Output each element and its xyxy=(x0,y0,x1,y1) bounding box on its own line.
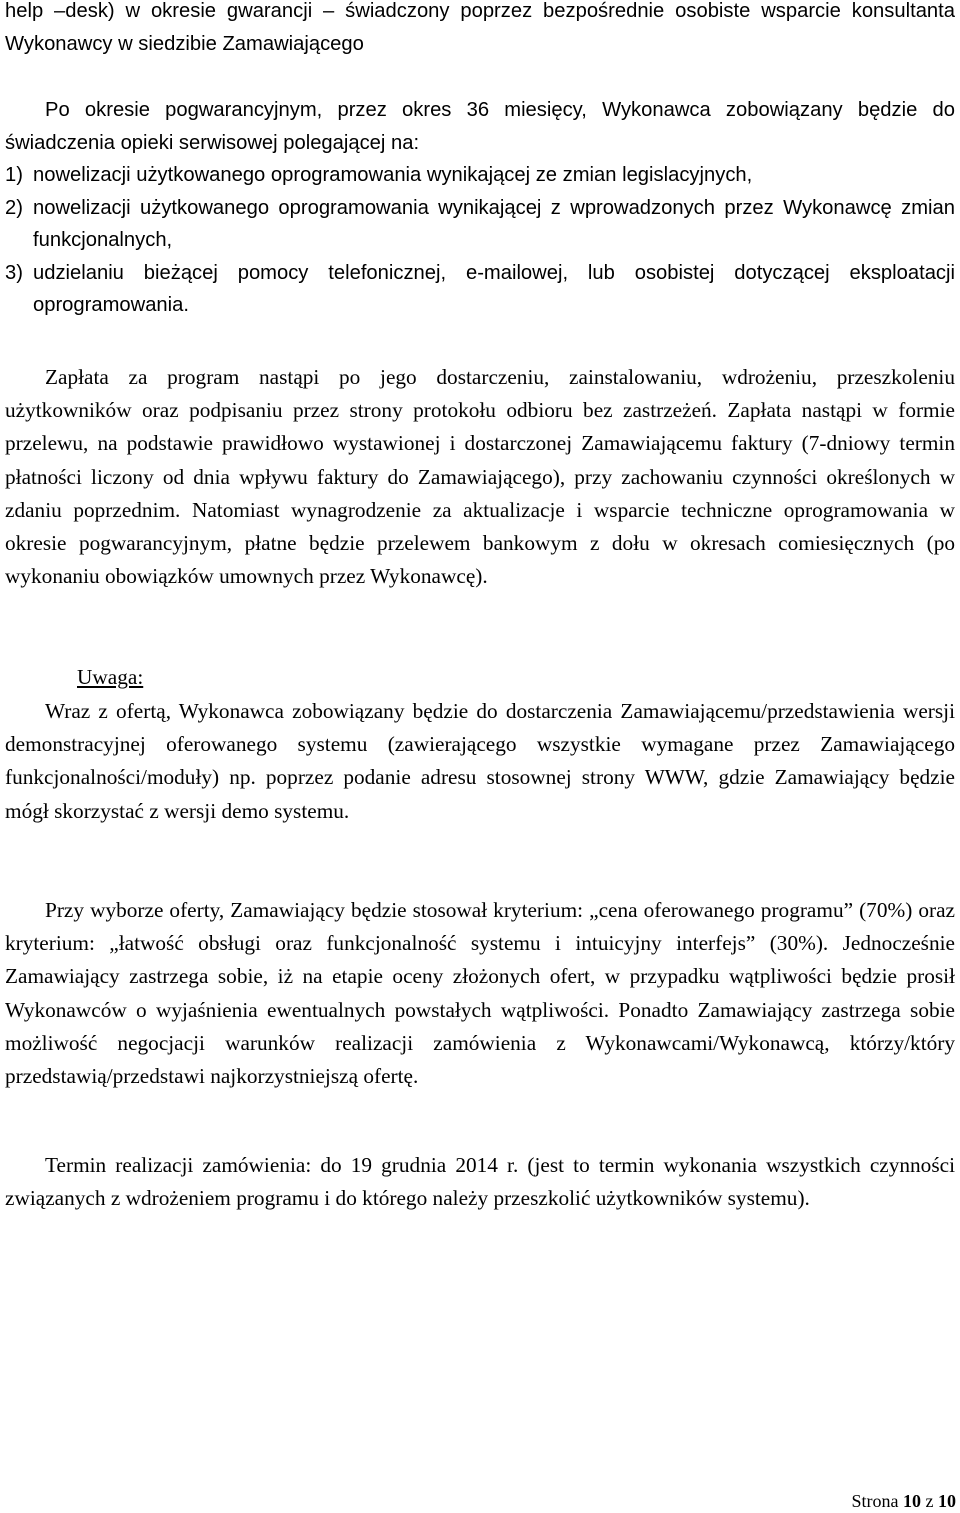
list-item xyxy=(5,257,955,322)
note-heading-line xyxy=(5,661,955,694)
deadline-paragraph: Termin realizacji zamówienia: do 19 grudnia 2014 r. (jest to termin wykonania wszystkich czynności związanych z wdrożeniem programu i do którego należy przeszkolić użytkowników systemu). xyxy=(5,1153,955,1211)
list-number: 1) xyxy=(5,164,23,186)
post-warranty-lead: Po okresie pogwarancyjnym, przez okres 36 miesięcy, Wykonawca zobowiązany będzie do świadczenia opieki serwisowej polegającej na: xyxy=(5,99,955,154)
list-text: nowelizacji użytkowanego oprogramowania wynikającej z wprowadzonych przez Wykonawcę zmian funkcjonalnych, xyxy=(33,196,955,251)
page-current: 10 xyxy=(903,1491,921,1511)
list-text: udzielaniu bieżącej pomocy telefonicznej, e-mailowej, lub osobistej dotyczącej eksploatacji oprogramowania. xyxy=(33,261,955,316)
list-text: nowelizacji użytkowanego oprogramowania wynikającej ze zmian legislacyjnych, xyxy=(33,164,753,186)
list-item xyxy=(5,159,955,192)
note-paragraph: Wraz z ofertą, Wykonawca zobowiązany będzie do dostarczenia Zamawiającemu/przedstawienia wersji demonstracyjnej oferowanego systemu (zawierającego wszystkie wymagane przez Zamawiającego funkcjonalności/moduły) np. poprzez podanie adresu stosownej strony WWW, gdzie Zamawiający będzie mógł skorzystać z wersji demo systemu. xyxy=(5,699,955,823)
service-list xyxy=(5,159,955,322)
page-separator: z xyxy=(925,1491,934,1511)
criteria-paragraph: Przy wyborze oferty, Zamawiający będzie stosował kryterium: „cena oferowanego programu” (70%) oraz kryterium: „łatwość obsługi oraz funkcjonalność systemu i intuicyjny interfejs” (30%). Jednocześnie Zamawiający zastrzega sobie, iż na etapie oceny złożonych ofert, w przypadku wątpliwości będzie prosił Wykonawców o wyjaśnienia ewentualnych powstałych wątpliwości. Ponadto Zamawiający zastrzega sobie możliwość negocjacji warunków realizacji zamówienia z Wykonawcami/Wykonawcą, którzy/który przedstawią/przedstawi najkorzystniejszą ofertę. xyxy=(5,898,955,1089)
payment-paragraph: Zapłata za program nastąpi po jego dostarczeniu, zainstalowaniu, wdrożeniu, przeszkoleniu użytkowników oraz podpisaniu przez strony protokołu odbioru bez zastrzeżeń. Zapłata nastąpi w formie przelewu, na podstawie prawidłowo wystawionej i dostarczonej Zamawiającemu faktury (7-dniowy termin płatności liczony od dnia wpływu faktury do Zamawiającego), przy zachowaniu czynności określonych w zdaniu poprzednim. Natomiast wynagrodzenie za aktualizacje i wsparcie techniczne oprogramowania w okresie pogwarancyjnym, płatne będzie przelewem bankowym z dołu w okresach comiesięcznych (po wykonaniu obowiązków umownych przez Wykonawcę). xyxy=(5,365,955,589)
page-label: Strona xyxy=(851,1491,899,1511)
page-total: 10 xyxy=(938,1491,956,1511)
intro-paragraph: help –desk) w okresie gwarancji – świadczony poprzez bezpośrednie osobiste wsparcie konsultanta Wykonawcy w siedzibie Zamawiającego xyxy=(5,0,955,55)
list-item xyxy=(5,192,955,257)
list-number: 3) xyxy=(5,261,23,284)
note-heading: Uwaga: xyxy=(77,665,144,689)
page-footer xyxy=(852,1490,957,1512)
list-number: 2) xyxy=(5,196,23,219)
